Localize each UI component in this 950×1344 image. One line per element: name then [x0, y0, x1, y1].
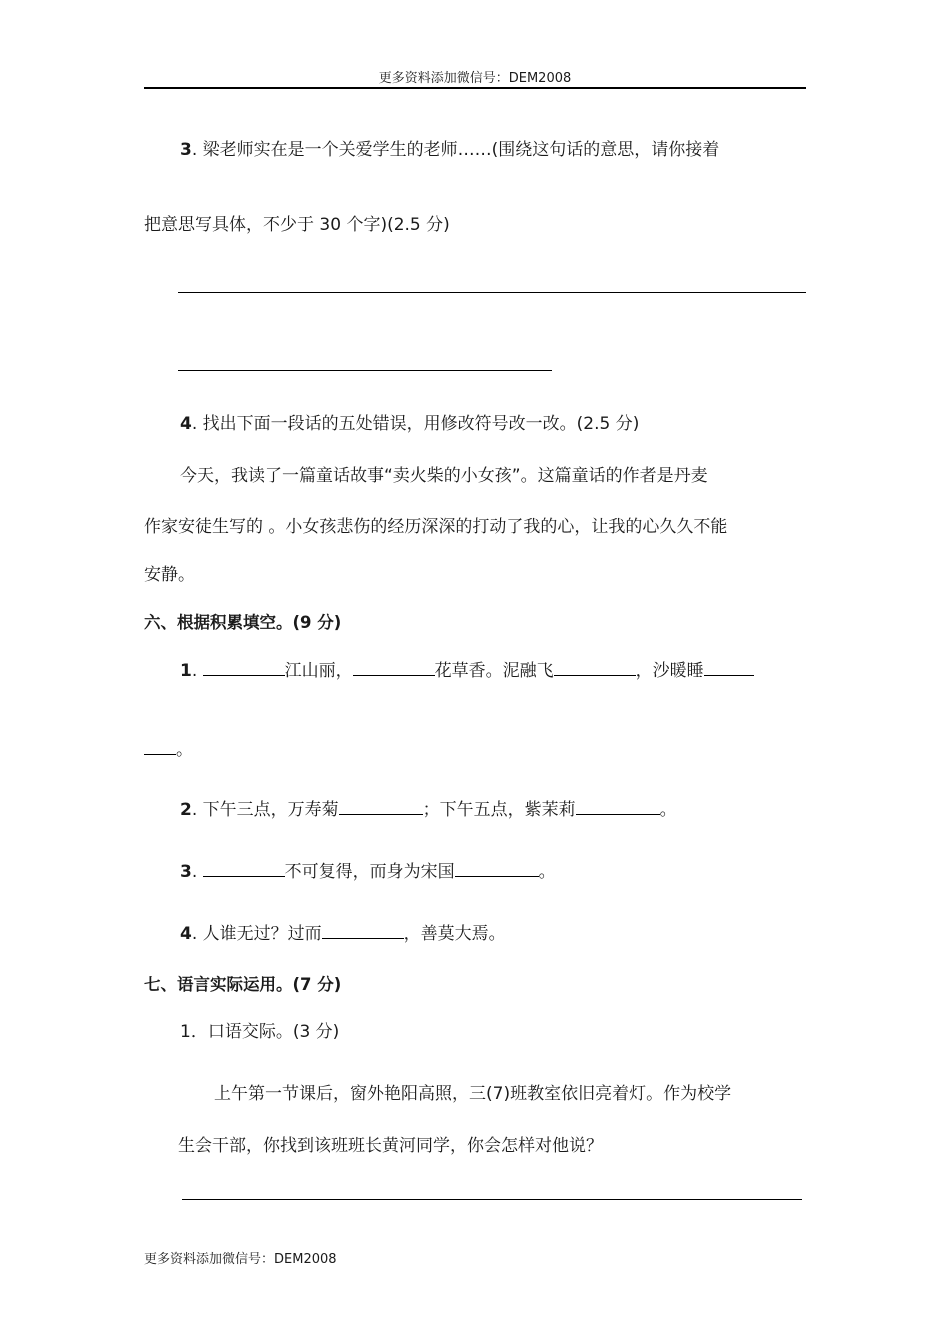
- q4-title-text: 找出下面一段话的五处错误，用修改符号改一改。(2.5 分): [202, 414, 640, 434]
- s6-q1-number: 1: [180, 661, 192, 681]
- q3-number: 3: [180, 140, 192, 160]
- header-divider: [144, 87, 806, 89]
- s6-q1-blank-1[interactable]: [203, 658, 285, 676]
- s6-q3-blank-2[interactable]: [455, 859, 539, 877]
- q3-answer-line-1[interactable]: [178, 292, 806, 293]
- s7-q1-answer-line[interactable]: [182, 1199, 802, 1200]
- s6-q2-number: 2: [180, 800, 192, 820]
- s6-q4-text-a: 人谁无过？过而: [202, 924, 322, 944]
- s6-q4-line: [180, 921, 506, 946]
- s6-q4-dot: .: [191, 924, 203, 944]
- q3-text-1: 梁老师实在是一个关爱学生的老师……(围绕这句话的意思，请你接着: [202, 140, 720, 160]
- s6-q3-blank-1[interactable]: [203, 859, 285, 877]
- s6-q1-blank-3[interactable]: [554, 658, 636, 676]
- s6-q2-dot: .: [191, 800, 203, 820]
- s6-q1-blank-2[interactable]: [353, 658, 435, 676]
- q4-passage-line-3: 安静。: [144, 565, 195, 585]
- q4-title: [180, 412, 639, 436]
- s6-q1-line-cont: [144, 737, 193, 762]
- s7-q1-label: 1．口语交际。(3 分): [180, 1022, 340, 1042]
- q3-answer-line-2[interactable]: [178, 370, 552, 371]
- q3-dot: .: [191, 140, 203, 160]
- q4-number: 4: [180, 414, 192, 434]
- s6-q3-dot: .: [191, 862, 203, 882]
- q4-passage-line-1: 今天，我读了一篇童话故事“卖火柴的小女孩”。这篇童话的作者是丹麦: [180, 466, 708, 486]
- q3-line1: [180, 138, 719, 162]
- s6-q2-blank-1[interactable]: [339, 797, 423, 815]
- s6-q1-text-c: ，沙暖睡: [635, 661, 704, 681]
- s6-q2-text-a: 下午三点，万寿菊: [202, 800, 339, 820]
- s7-q1-prompt-line-2: 生会干部，你找到该班班长黄河同学，你会怎样对他说？: [178, 1136, 603, 1156]
- s6-q4-blank-1[interactable]: [322, 921, 404, 939]
- s6-q3-line: [180, 859, 556, 884]
- s7-q1-prompt-line-1: 上午第一节课后，窗外艳阳高照，三(7)班教室依旧亮着灯。作为校学: [214, 1084, 732, 1104]
- s6-q1-dot: .: [191, 661, 203, 681]
- s6-q2-line: [180, 797, 677, 822]
- s6-q2-text-b: ；下午五点，紫茉莉: [422, 800, 576, 820]
- page-footer: 更多资料添加微信号：DEM2008: [144, 1252, 337, 1267]
- s6-q4-text-b: ，善莫大焉。: [403, 924, 506, 944]
- q4-passage-line-2: 作家安徒生写的 。小女孩悲伤的经历深深的打动了我的心，让我的心久久不能: [144, 517, 728, 537]
- s6-q1-text-a: 江山丽，: [284, 661, 353, 681]
- s6-q1-end: 。: [176, 740, 193, 760]
- s6-q3-number: 3: [180, 862, 192, 882]
- section-6-heading: 六、根据积累填空。(9 分): [144, 613, 342, 632]
- section-7-heading: 七、语言实际运用。(7 分): [144, 975, 342, 994]
- s6-q1-blank-4b[interactable]: [144, 737, 176, 755]
- s6-q2-end: 。: [659, 800, 677, 820]
- s6-q4-number: 4: [180, 924, 192, 944]
- s6-q1-line: [180, 658, 754, 683]
- s6-q3-text-a: 不可复得，而身为宋国: [284, 862, 455, 882]
- s6-q1-text-b: 花草香。泥融飞: [434, 661, 554, 681]
- q4-dot: .: [191, 414, 203, 434]
- page-header: 更多资料添加微信号：DEM2008: [378, 71, 572, 86]
- s6-q3-end: 。: [538, 862, 556, 882]
- q3-line2: 把意思写具体，不少于 30 个字)(2.5 分): [144, 215, 450, 235]
- s6-q2-blank-2[interactable]: [576, 797, 660, 815]
- s6-q1-blank-4a[interactable]: [704, 658, 754, 676]
